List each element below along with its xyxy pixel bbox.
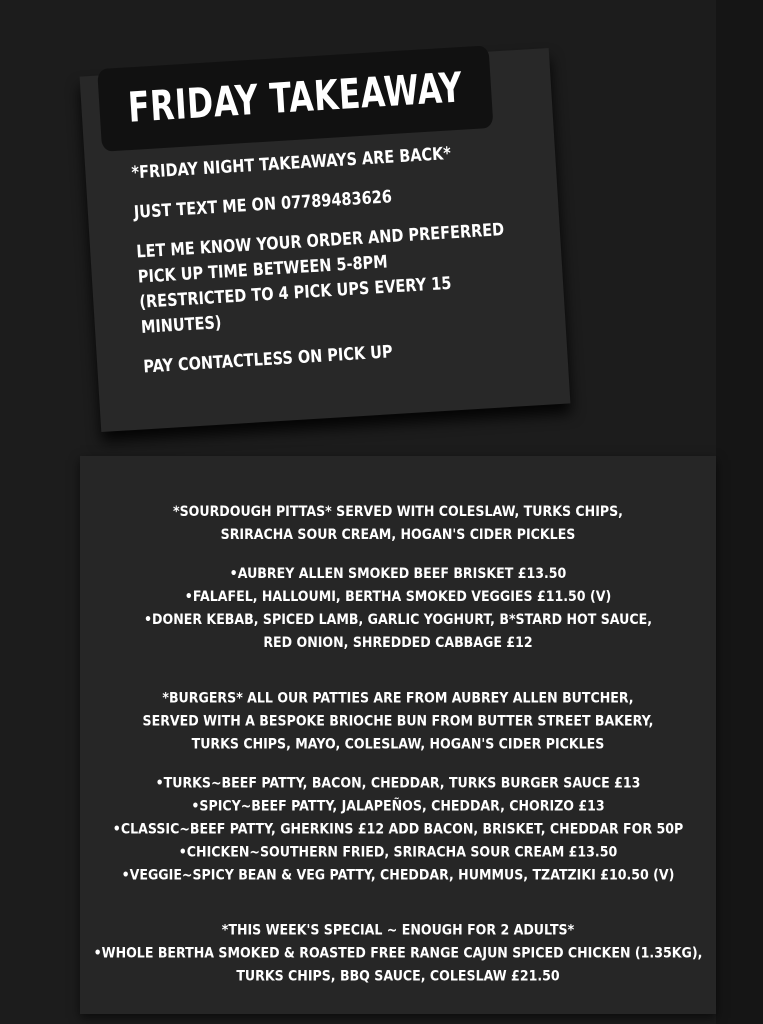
- menu-item: •WHOLE BERTHA SMOKED & ROASTED FREE RANGE CAJUN SPICED CHICKEN (1.35KG),: [93, 943, 703, 962]
- background-strip: [716, 0, 763, 1024]
- title-badge: FRIDAY TAKEAWAY: [97, 45, 493, 151]
- pickup-instructions: LET ME KNOW YOUR ORDER AND PREFERRED PICK UP TIME BETWEEN 5-8PM (RESTRICTED TO 4 PICK UPS EVERY 15 MINUTES): [135, 220, 505, 338]
- menu-item: •FALAFEL, HALLOUMI, BERTHA SMOKED VEGGIES £11.50 (V): [184, 587, 612, 605]
- announcement-line: *FRIDAY NIGHT TAKEAWAYS ARE BACK*: [131, 144, 452, 184]
- phone-line: JUST TEXT ME ON 07789483626: [133, 187, 393, 223]
- special-heading: *THIS WEEK'S SPECIAL ~ ENOUGH FOR 2 ADULTS*: [221, 920, 575, 939]
- menu-line: *BURGERS* ALL OUR PATTIES ARE FROM AUBREY ALLEN BUTCHER,: [162, 688, 634, 706]
- menu-line: TURKS CHIPS, MAYO, COLESLAW, HOGAN'S CIDER PICKLES: [191, 734, 605, 752]
- menu-line: *SOURDOUGH PITTAS* SERVED WITH COLESLAW, TURKS CHIPS,: [173, 502, 623, 520]
- menu-line: SERVED WITH A BESPOKE BRIOCHE BUN FROM BUTTER STREET BAKERY,: [142, 711, 654, 729]
- weekly-special: [80, 919, 716, 988]
- burgers-intro: [80, 686, 716, 755]
- menu-item: •AUBREY ALLEN SMOKED BEEF BRISKET £13.50: [229, 564, 567, 582]
- menu-item: •CHICKEN~SOUTHERN FRIED, SRIRACHA SOUR CREAM £13.50: [178, 842, 618, 860]
- menu-item: •TURKS~BEEF PATTY, BACON, CHEDDAR, TURKS BURGER SAUCE £13: [155, 773, 641, 791]
- menu-item: •DONER KEBAB, SPICED LAMB, GARLIC YOGHURT, B*STARD HOT SAUCE,: [144, 610, 652, 628]
- pittas-items: [80, 562, 716, 654]
- payment-line: PAY CONTACTLESS ON PICK UP: [142, 342, 394, 378]
- burgers-items: [80, 771, 716, 886]
- pittas-intro: [80, 500, 716, 546]
- menu-item: RED ONION, SHREDDED CABBAGE £12: [263, 633, 533, 651]
- menu-item: •CLASSIC~BEEF PATTY, GHERKINS £12 ADD BACON, BRISKET, CHEDDAR FOR 50P: [112, 819, 684, 837]
- menu-item: •VEGGIE~SPICY BEAN & VEG PATTY, CHEDDAR, HUMMUS, TZATZIKI £10.50 (V): [121, 865, 675, 883]
- menu-card: [80, 456, 716, 1014]
- menu-line: SRIRACHA SOUR CREAM, HOGAN'S CIDER PICKLES: [220, 525, 576, 543]
- menu-item: TURKS CHIPS, BBQ SAUCE, COLESLAW £21.50: [236, 966, 560, 985]
- takeaway-info-text: [131, 137, 545, 395]
- menu-text: [80, 500, 716, 1004]
- menu-item: •SPICY~BEEF PATTY, JALAPEÑOS, CHEDDAR, CHORIZO £13: [191, 796, 605, 814]
- takeaway-info-card: [80, 48, 571, 432]
